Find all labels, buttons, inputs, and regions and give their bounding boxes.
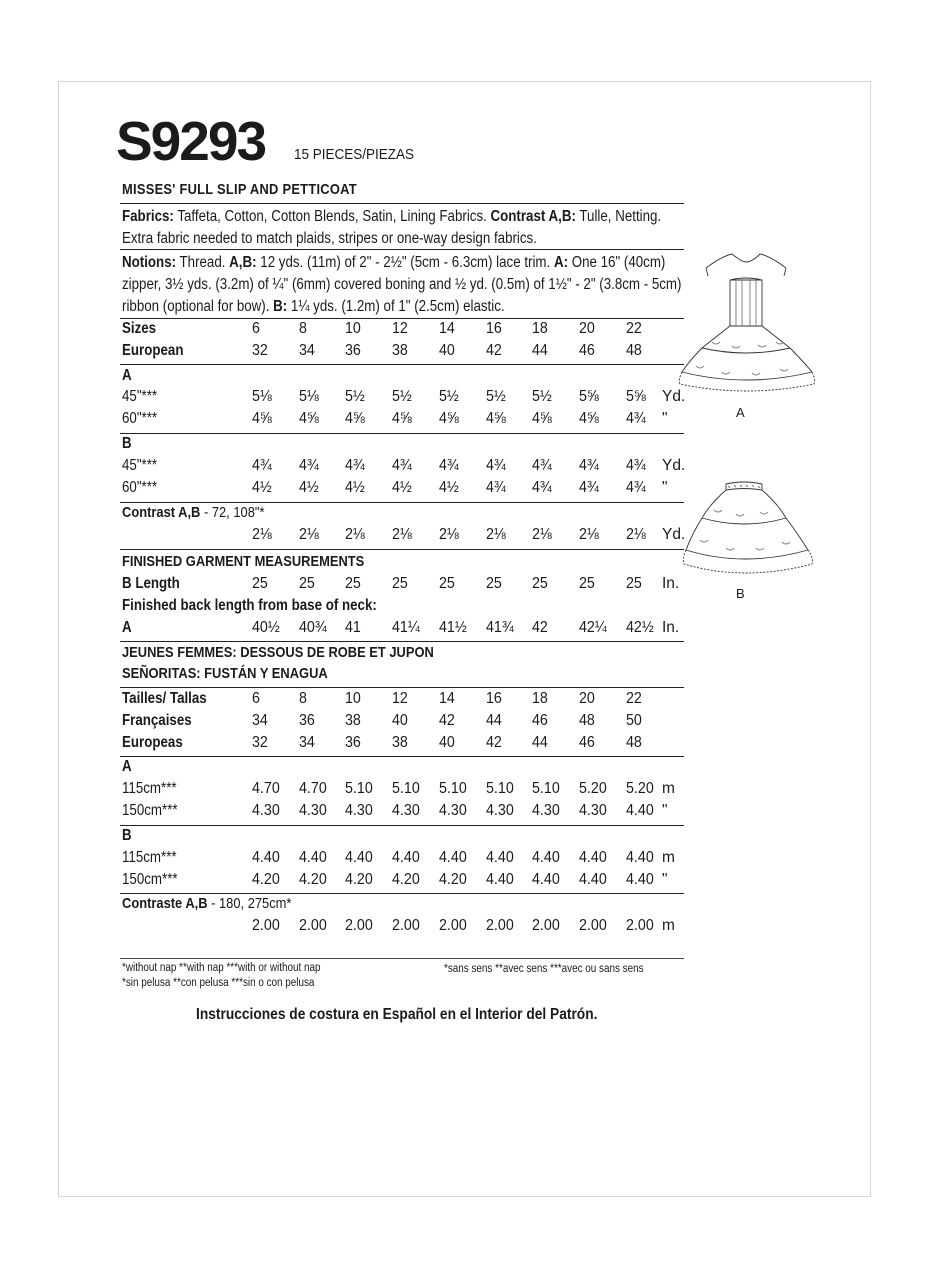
table-cell: 4.30 [299,802,327,819]
table-cell: 2⅛ [299,526,319,543]
fabrics-paragraph: Fabrics: Taffeta, Cotton, Cotton Blends, Satin, Lining Fabrics. Contrast A,B: Tulle, Netting. Extra fabric needed to match plaids, stripes or one-way design fabrics. [122,208,662,247]
table-cell: 36 [345,342,361,359]
divider [120,687,684,688]
table-cell: 42 [439,712,455,729]
table-cell: 40¾ [299,619,327,636]
table-cell: 4½ [439,479,459,496]
table-cell: 6 [252,690,260,707]
divider [120,549,684,550]
row-label: Europeas [122,734,183,751]
unit-label: Yd. [662,526,686,543]
europeas-row [0,734,931,756]
divider [120,249,684,250]
table-cell: 32 [252,342,268,359]
table-cell: 5.10 [345,780,373,797]
table-cell: 48 [626,734,642,751]
table-cell: 4.20 [252,871,280,888]
metric-view-b-150cm-row [0,871,931,893]
table-cell: 2⅛ [252,526,272,543]
table-cell: 2.00 [532,917,560,934]
table-cell: 2.00 [626,917,654,934]
table-cell: 14 [439,320,455,337]
table-cell: 4.30 [532,802,560,819]
table-cell: 5½ [439,388,459,405]
table-cell: 48 [626,342,642,359]
row-label: B Length [122,575,180,592]
row-label: B [122,435,132,452]
table-cell: 25 [486,575,502,592]
table-cell: 38 [392,342,408,359]
table-cell: 34 [252,712,268,729]
table-cell: 41 [345,619,361,636]
row-label: Tailles/ Tallas [122,690,207,707]
table-cell: 4.40 [486,849,514,866]
table-cell: 42 [486,342,502,359]
view-a-illustration [672,248,820,400]
table-cell: 2⅛ [439,526,459,543]
view-a-label: A [736,405,745,420]
table-cell: 5½ [345,388,365,405]
table-cell: 16 [486,690,502,707]
table-cell: 5.10 [392,780,420,797]
table-cell: 4.70 [252,780,280,797]
table-cell: 4.40 [626,871,654,888]
table-cell: 22 [626,320,642,337]
table-cell: 4¾ [252,457,272,474]
francaises-row [0,712,931,734]
table-cell: 38 [345,712,361,729]
table-cell: 4½ [392,479,412,496]
unit-label: m [662,780,675,797]
table-cell: 10 [345,320,361,337]
table-cell: 44 [532,734,548,751]
view-a-60in-row [0,410,931,432]
table-cell: 40½ [252,619,280,636]
row-label: Finished back length from base of neck: [122,597,377,614]
table-cell: 5⅝ [626,388,646,405]
table-cell: 4¾ [345,457,365,474]
table-cell: 4¾ [626,457,646,474]
table-cell: 2.00 [439,917,467,934]
table-cell: 38 [392,734,408,751]
divider [120,893,684,894]
finished-measurements-heading: FINISHED GARMENT MEASUREMENTS [122,553,365,570]
table-cell: 41½ [439,619,467,636]
table-cell: 4.30 [579,802,607,819]
table-cell: 46 [579,342,595,359]
table-cell: 2⅛ [532,526,552,543]
spanish-heading: SEÑORITAS: FUSTÁN Y ENAGUA [122,665,328,682]
table-cell: 25 [439,575,455,592]
unit-label: " [662,479,668,496]
table-cell: 4.40 [392,849,420,866]
table-cell: 5.10 [532,780,560,797]
unit-label: m [662,849,675,866]
row-label: 45"*** [122,388,158,405]
table-cell: 4.20 [439,871,467,888]
table-cell: 2.00 [345,917,373,934]
table-cell: 42½ [626,619,654,636]
table-cell: 25 [252,575,268,592]
table-cell: 4½ [345,479,365,496]
table-cell: 4⅝ [532,410,552,427]
metric-contrast-row [0,917,931,939]
table-cell: 42 [532,619,548,636]
table-cell: 4.40 [626,802,654,819]
row-label: 115cm*** [122,780,177,797]
table-cell: 2⅛ [486,526,506,543]
table-cell: 5⅝ [579,388,599,405]
table-cell: 41¾ [486,619,514,636]
table-cell: 4.70 [299,780,327,797]
table-cell: 34 [299,342,315,359]
table-cell: 4.30 [439,802,467,819]
footnote-french: *sans sens **avec sens ***avec ou sans sens [444,963,644,975]
table-cell: 25 [579,575,595,592]
table-cell: 25 [345,575,361,592]
table-cell: 2⅛ [392,526,412,543]
table-cell: 4¾ [579,479,599,496]
view-b-label: B [736,586,745,601]
row-label: A [122,367,132,384]
table-cell: 2.00 [252,917,280,934]
row-label: B [122,827,132,844]
table-cell: 4¾ [532,479,552,496]
pattern-title: MISSES' FULL SLIP AND PETTICOAT [122,181,357,198]
table-cell: 25 [299,575,315,592]
metric-view-a-heading [0,758,931,780]
table-cell: 32 [252,734,268,751]
unit-label: m [662,917,675,934]
table-cell: 4¾ [392,457,412,474]
table-cell: 4⅝ [439,410,459,427]
divider [120,364,684,365]
table-cell: 40 [439,342,455,359]
row-label: 150cm*** [122,871,178,888]
table-cell: 46 [532,712,548,729]
table-cell: 4⅝ [345,410,365,427]
table-cell: 36 [299,712,315,729]
divider [120,433,684,434]
table-cell: 48 [579,712,595,729]
table-cell: 2.00 [299,917,327,934]
table-cell: 4.40 [252,849,280,866]
table-cell: 4.40 [299,849,327,866]
pattern-number: S9293 [116,110,266,172]
table-cell: 4¾ [579,457,599,474]
table-cell: 5½ [392,388,412,405]
view-b-heading [0,435,931,457]
unit-label: " [662,871,668,888]
divider [120,203,684,204]
row-label: Françaises [122,712,192,729]
row-label: A [122,758,132,775]
table-cell: 8 [299,690,307,707]
divider [120,318,684,319]
notions-paragraph: Notions: Thread. A,B: 12 yds. (11m) of 2" - 2½" (5cm - 6.3cm) lace trim. A: One 16" (40cm) zipper, 3½ yds. (3.2m) of ¼" (6mm) covered boning and ½ yd. (0.5m) of 1½" - 2" (3.8cm - 5cm) ribbon (optional for bow). B: 1¼ yds. (1.2m) of 1" (2.5cm) elastic. [122,254,682,315]
table-cell: 4.40 [626,849,654,866]
footnote-spanish: *sin pelusa **con pelusa ***sin o con pelusa [122,977,315,989]
unit-label: In. [662,575,680,592]
table-cell: 4.30 [345,802,373,819]
row-label: 115cm*** [122,849,177,866]
table-cell: 18 [532,320,548,337]
table-cell: 2.00 [392,917,420,934]
table-cell: 5.20 [626,780,654,797]
spanish-instructions-note: Instrucciones de costura en Español en el Interior del Patrón. [196,1006,598,1023]
table-cell: 2⅛ [626,526,646,543]
table-cell: 5⅛ [299,388,319,405]
row-label: European [122,342,184,359]
table-cell: 4.40 [345,849,373,866]
table-cell: 6 [252,320,260,337]
unit-label: " [662,410,668,427]
row-label: Sizes [122,320,157,337]
table-cell: 42 [486,734,502,751]
table-cell: 4⅝ [299,410,319,427]
table-cell: 2.00 [486,917,514,934]
table-cell: 5⅛ [252,388,272,405]
unit-label: Yd. [662,457,686,474]
row-label: 45"*** [122,457,158,474]
view-b-illustration [680,478,820,582]
table-cell: 4¾ [626,410,646,427]
table-cell: 4¾ [486,457,506,474]
back-length-heading [0,597,931,619]
view-b-45in-row [0,457,931,479]
table-cell: 2⅛ [579,526,599,543]
divider [120,641,684,642]
table-cell: 12 [392,320,408,337]
table-cell: 8 [299,320,307,337]
table-cell: 4⅝ [579,410,599,427]
divider [120,825,684,826]
table-cell: 5.20 [579,780,607,797]
table-cell: 40 [439,734,455,751]
table-cell: 18 [532,690,548,707]
table-cell: 44 [486,712,502,729]
table-cell: 25 [532,575,548,592]
table-cell: 4¾ [532,457,552,474]
table-cell: 16 [486,320,502,337]
table-cell: 4.30 [252,802,280,819]
table-cell: 42¼ [579,619,607,636]
table-cell: 4¾ [626,479,646,496]
table-cell: 14 [439,690,455,707]
table-cell: 5½ [532,388,552,405]
a-length-row [0,619,931,641]
divider [120,502,684,503]
table-cell: 4.40 [486,871,514,888]
table-cell: 50 [626,712,642,729]
divider [120,958,684,959]
table-cell: 2⅛ [345,526,365,543]
table-cell: 2.00 [579,917,607,934]
footnote-english: *without nap **with nap ***with or without nap [122,962,321,974]
row-label: 60"*** [122,479,158,496]
divider [120,756,684,757]
row-label: A [122,619,132,636]
table-cell: 46 [579,734,595,751]
table-cell: 20 [579,320,595,337]
table-cell: 4.40 [579,849,607,866]
table-cell: 4½ [299,479,319,496]
table-cell: 34 [299,734,315,751]
table-cell: 4½ [252,479,272,496]
table-cell: 4.20 [345,871,373,888]
table-cell: 12 [392,690,408,707]
table-cell: 4.30 [392,802,420,819]
table-cell: 4¾ [486,479,506,496]
metric-view-a-115cm-row [0,780,931,802]
french-heading: JEUNES FEMMES: DESSOUS DE ROBE ET JUPON [122,644,434,661]
metric-contrast-heading: Contraste A,B - 180, 275cm* [122,895,292,912]
unit-label: In. [662,619,680,636]
table-cell: 4.20 [299,871,327,888]
pieces-count: 15 PIECES/PIEZAS [294,146,415,163]
table-cell: 4⅝ [486,410,506,427]
table-cell: 4¾ [439,457,459,474]
table-cell: 36 [345,734,361,751]
table-cell: 4.30 [486,802,514,819]
table-cell: 41¼ [392,619,420,636]
unit-label: Yd. [662,388,686,405]
table-cell: 5½ [486,388,506,405]
contrast-heading: Contrast A,B - 72, 108"* [122,504,265,521]
table-cell: 4¾ [299,457,319,474]
metric-view-b-heading [0,827,931,849]
table-cell: 25 [392,575,408,592]
table-cell: 44 [532,342,548,359]
table-cell: 22 [626,690,642,707]
table-cell: 4.20 [392,871,420,888]
row-label: 150cm*** [122,802,178,819]
table-cell: 5.10 [439,780,467,797]
row-label: 60"*** [122,410,158,427]
table-cell: 25 [626,575,642,592]
table-cell: 10 [345,690,361,707]
table-cell: 5.10 [486,780,514,797]
table-cell: 40 [392,712,408,729]
table-cell: 4.40 [579,871,607,888]
metric-view-b-115cm-row [0,849,931,871]
table-cell: 4.40 [532,871,560,888]
table-cell: 4.40 [439,849,467,866]
table-cell: 4.40 [532,849,560,866]
metric-view-a-150cm-row [0,802,931,824]
unit-label: " [662,802,668,819]
tailles-row [0,690,931,712]
table-cell: 4⅝ [252,410,272,427]
table-cell: 20 [579,690,595,707]
table-cell: 4⅝ [392,410,412,427]
